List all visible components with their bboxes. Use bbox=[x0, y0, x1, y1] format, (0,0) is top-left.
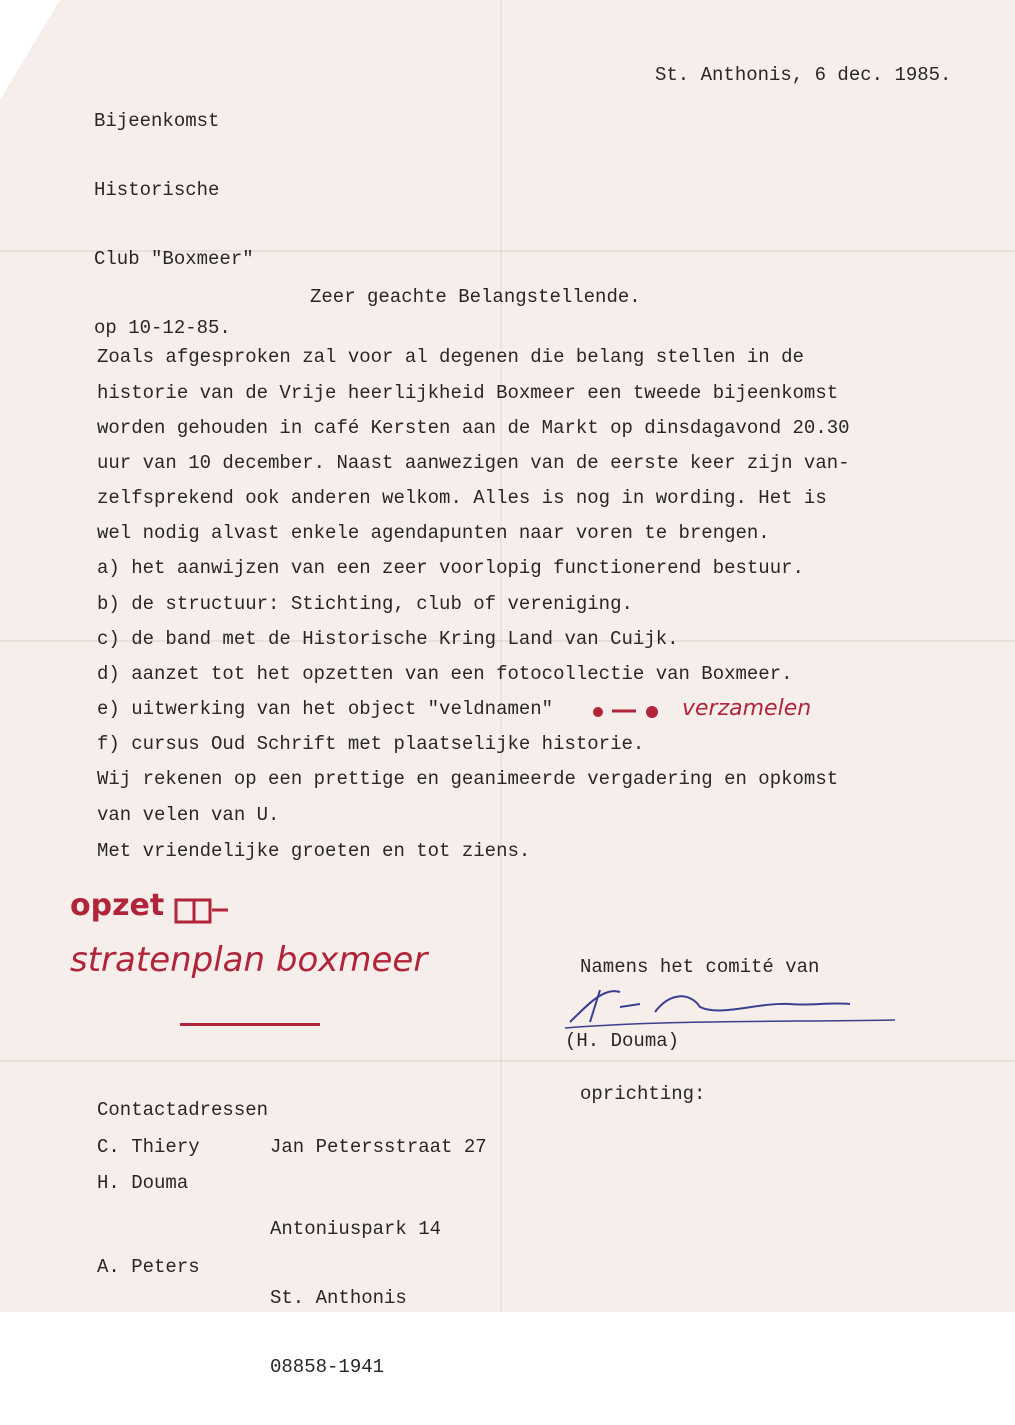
contact-name: H. Douma bbox=[97, 1172, 189, 1194]
header-line: Club "Boxmeer" bbox=[94, 248, 254, 270]
header-line: Bijeenkomst bbox=[94, 110, 220, 132]
header-left bbox=[94, 64, 254, 386]
body-line: wel nodig alvast enkele agendapunten naar voren te brengen. bbox=[97, 522, 770, 544]
address-line: 08858-1941 bbox=[270, 1356, 385, 1378]
signature-line: oprichting: bbox=[580, 1083, 706, 1105]
closing-line: Met vriendelijke groeten en tot ziens. bbox=[97, 840, 531, 862]
body-line: zelfsprekend ook anderen welkom. Alles is nog in wording. Het is bbox=[97, 487, 827, 509]
salutation: Zeer geachte Belangstellende. bbox=[310, 286, 641, 308]
body-line: van velen van U. bbox=[97, 804, 280, 826]
red-ink-mark bbox=[590, 700, 670, 724]
agenda-item-f: f) cursus Oud Schrift met plaatselijke historie. bbox=[97, 733, 645, 755]
contacts-heading: Contactadressen bbox=[97, 1099, 269, 1121]
body-line: uur van 10 december. Naast aanwezigen van de eerste keer zijn van- bbox=[97, 452, 850, 474]
address-line: St. Anthonis bbox=[270, 1287, 407, 1309]
agenda-item-d: d) aanzet tot het opzetten van een fotocollectie van Boxmeer. bbox=[97, 663, 793, 685]
header-line: Historische bbox=[94, 179, 220, 201]
torn-corner bbox=[0, 0, 60, 100]
contact-name: C. Thiery bbox=[97, 1136, 200, 1158]
agenda-item-e: e) uitwerking van het object "veldnamen" bbox=[97, 698, 554, 720]
body-line: Wij rekenen op een prettige en geanimeerde vergadering en opkomst bbox=[97, 768, 839, 790]
signatory-name: (H. Douma) bbox=[565, 1030, 680, 1052]
body-line: Zoals afgesproken zal voor al degenen die belang stellen in de bbox=[97, 346, 804, 368]
fold-line bbox=[0, 1060, 1015, 1062]
body-line: historie van de Vrije heerlijkheid Boxmeer een tweede bijeenkomst bbox=[97, 382, 839, 404]
handwritten-stratenplan: stratenplan boxmeer bbox=[70, 940, 428, 980]
contact-address: Jan Petersstraat 27 bbox=[270, 1136, 487, 1158]
agenda-item-c: c) de band met de Historische Kring Land van Cuijk. bbox=[97, 628, 679, 650]
signature-line: Namens het comité van bbox=[580, 956, 820, 978]
address-line: Antoniuspark 14 bbox=[270, 1218, 442, 1240]
body-line: worden gehouden in café Kersten aan de Markt op dinsdagavond 20.30 bbox=[97, 417, 850, 439]
header-line: op 10-12-85. bbox=[94, 317, 231, 339]
agenda-item-a: a) het aanwijzen van een zeer voorlopig functionerend bestuur. bbox=[97, 557, 804, 579]
red-box-sketch bbox=[170, 892, 232, 932]
place-date: St. Anthonis, 6 dec. 1985. bbox=[655, 64, 952, 86]
handwritten-note-e: verzamelen bbox=[682, 696, 812, 721]
fold-line bbox=[500, 0, 502, 1312]
contact-address bbox=[270, 1172, 441, 1425]
red-underline bbox=[180, 1023, 320, 1026]
handwritten-opzet: opzet bbox=[70, 888, 165, 923]
agenda-item-b: b) de structuur: Stichting, club of vereniging. bbox=[97, 593, 633, 615]
handwritten-signature bbox=[560, 982, 900, 1032]
contact-name: A. Peters bbox=[97, 1256, 200, 1278]
